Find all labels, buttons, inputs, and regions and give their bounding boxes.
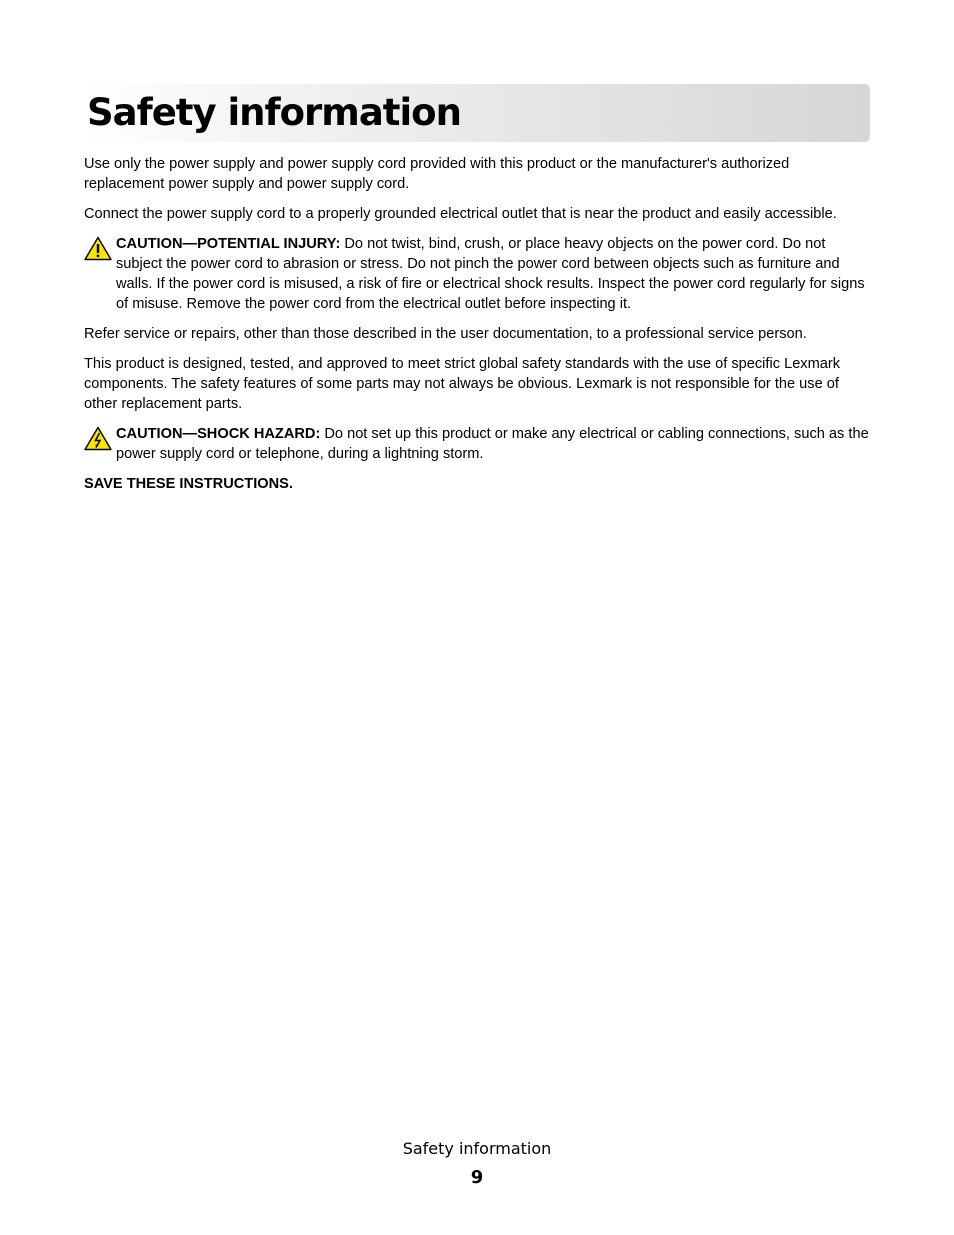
- warning-triangle-icon: [84, 236, 112, 261]
- caution-shock-hazard: [84, 424, 872, 464]
- document-body: [84, 154, 872, 504]
- paragraph-power-supply: Use only the power supply and power supply cord provided with this product or the manufacturer's authorized replacement power supply and power supply cord.: [84, 156, 790, 192]
- caution-shock-label: CAUTION—SHOCK HAZARD:: [116, 426, 321, 442]
- caution-injury-text: Do not twist, bind, crush, or place heavy objects on the power cord. Do not subject the power cord to abrasion or stress. Do not pinch the power cord between objects such as furniture and walls. If the power cord is misused, a risk of fire or electrical shock results. Inspect the power cord regularly for signs of misuse. Remove the power cord from the electrical outlet before inspecting it.: [116, 236, 865, 312]
- page-number: 9: [470, 1167, 484, 1188]
- lightning-triangle-icon: [84, 426, 112, 451]
- caution-potential-injury: [84, 234, 872, 314]
- paragraph-grounded-outlet: Connect the power supply cord to a properly grounded electrical outlet that is near the product and easily accessible.: [84, 206, 837, 222]
- title-banner: [84, 84, 870, 142]
- footer-section-label: Safety information: [402, 1139, 552, 1158]
- caution-shock-text: Do not set up this product or make any electrical or cabling connections, such as the power supply cord or telephone, during a lightning storm.: [116, 426, 869, 462]
- paragraph-safety-standards: This product is designed, tested, and approved to meet strict global safety standards with the use of specific Lexmark components. The safety features of some parts may not always be obvious. Lexmark is not responsible for the use of other replacement parts.: [84, 356, 841, 412]
- footer-section-title: [0, 1138, 954, 1160]
- paragraph-service-repairs: Refer service or repairs, other than those described in the user documentation, to a professional service person.: [84, 326, 807, 342]
- save-instructions: SAVE THESE INSTRUCTIONS.: [84, 476, 293, 492]
- page-title: Safety information: [87, 91, 461, 134]
- caution-injury-label: CAUTION—POTENTIAL INJURY:: [116, 236, 341, 252]
